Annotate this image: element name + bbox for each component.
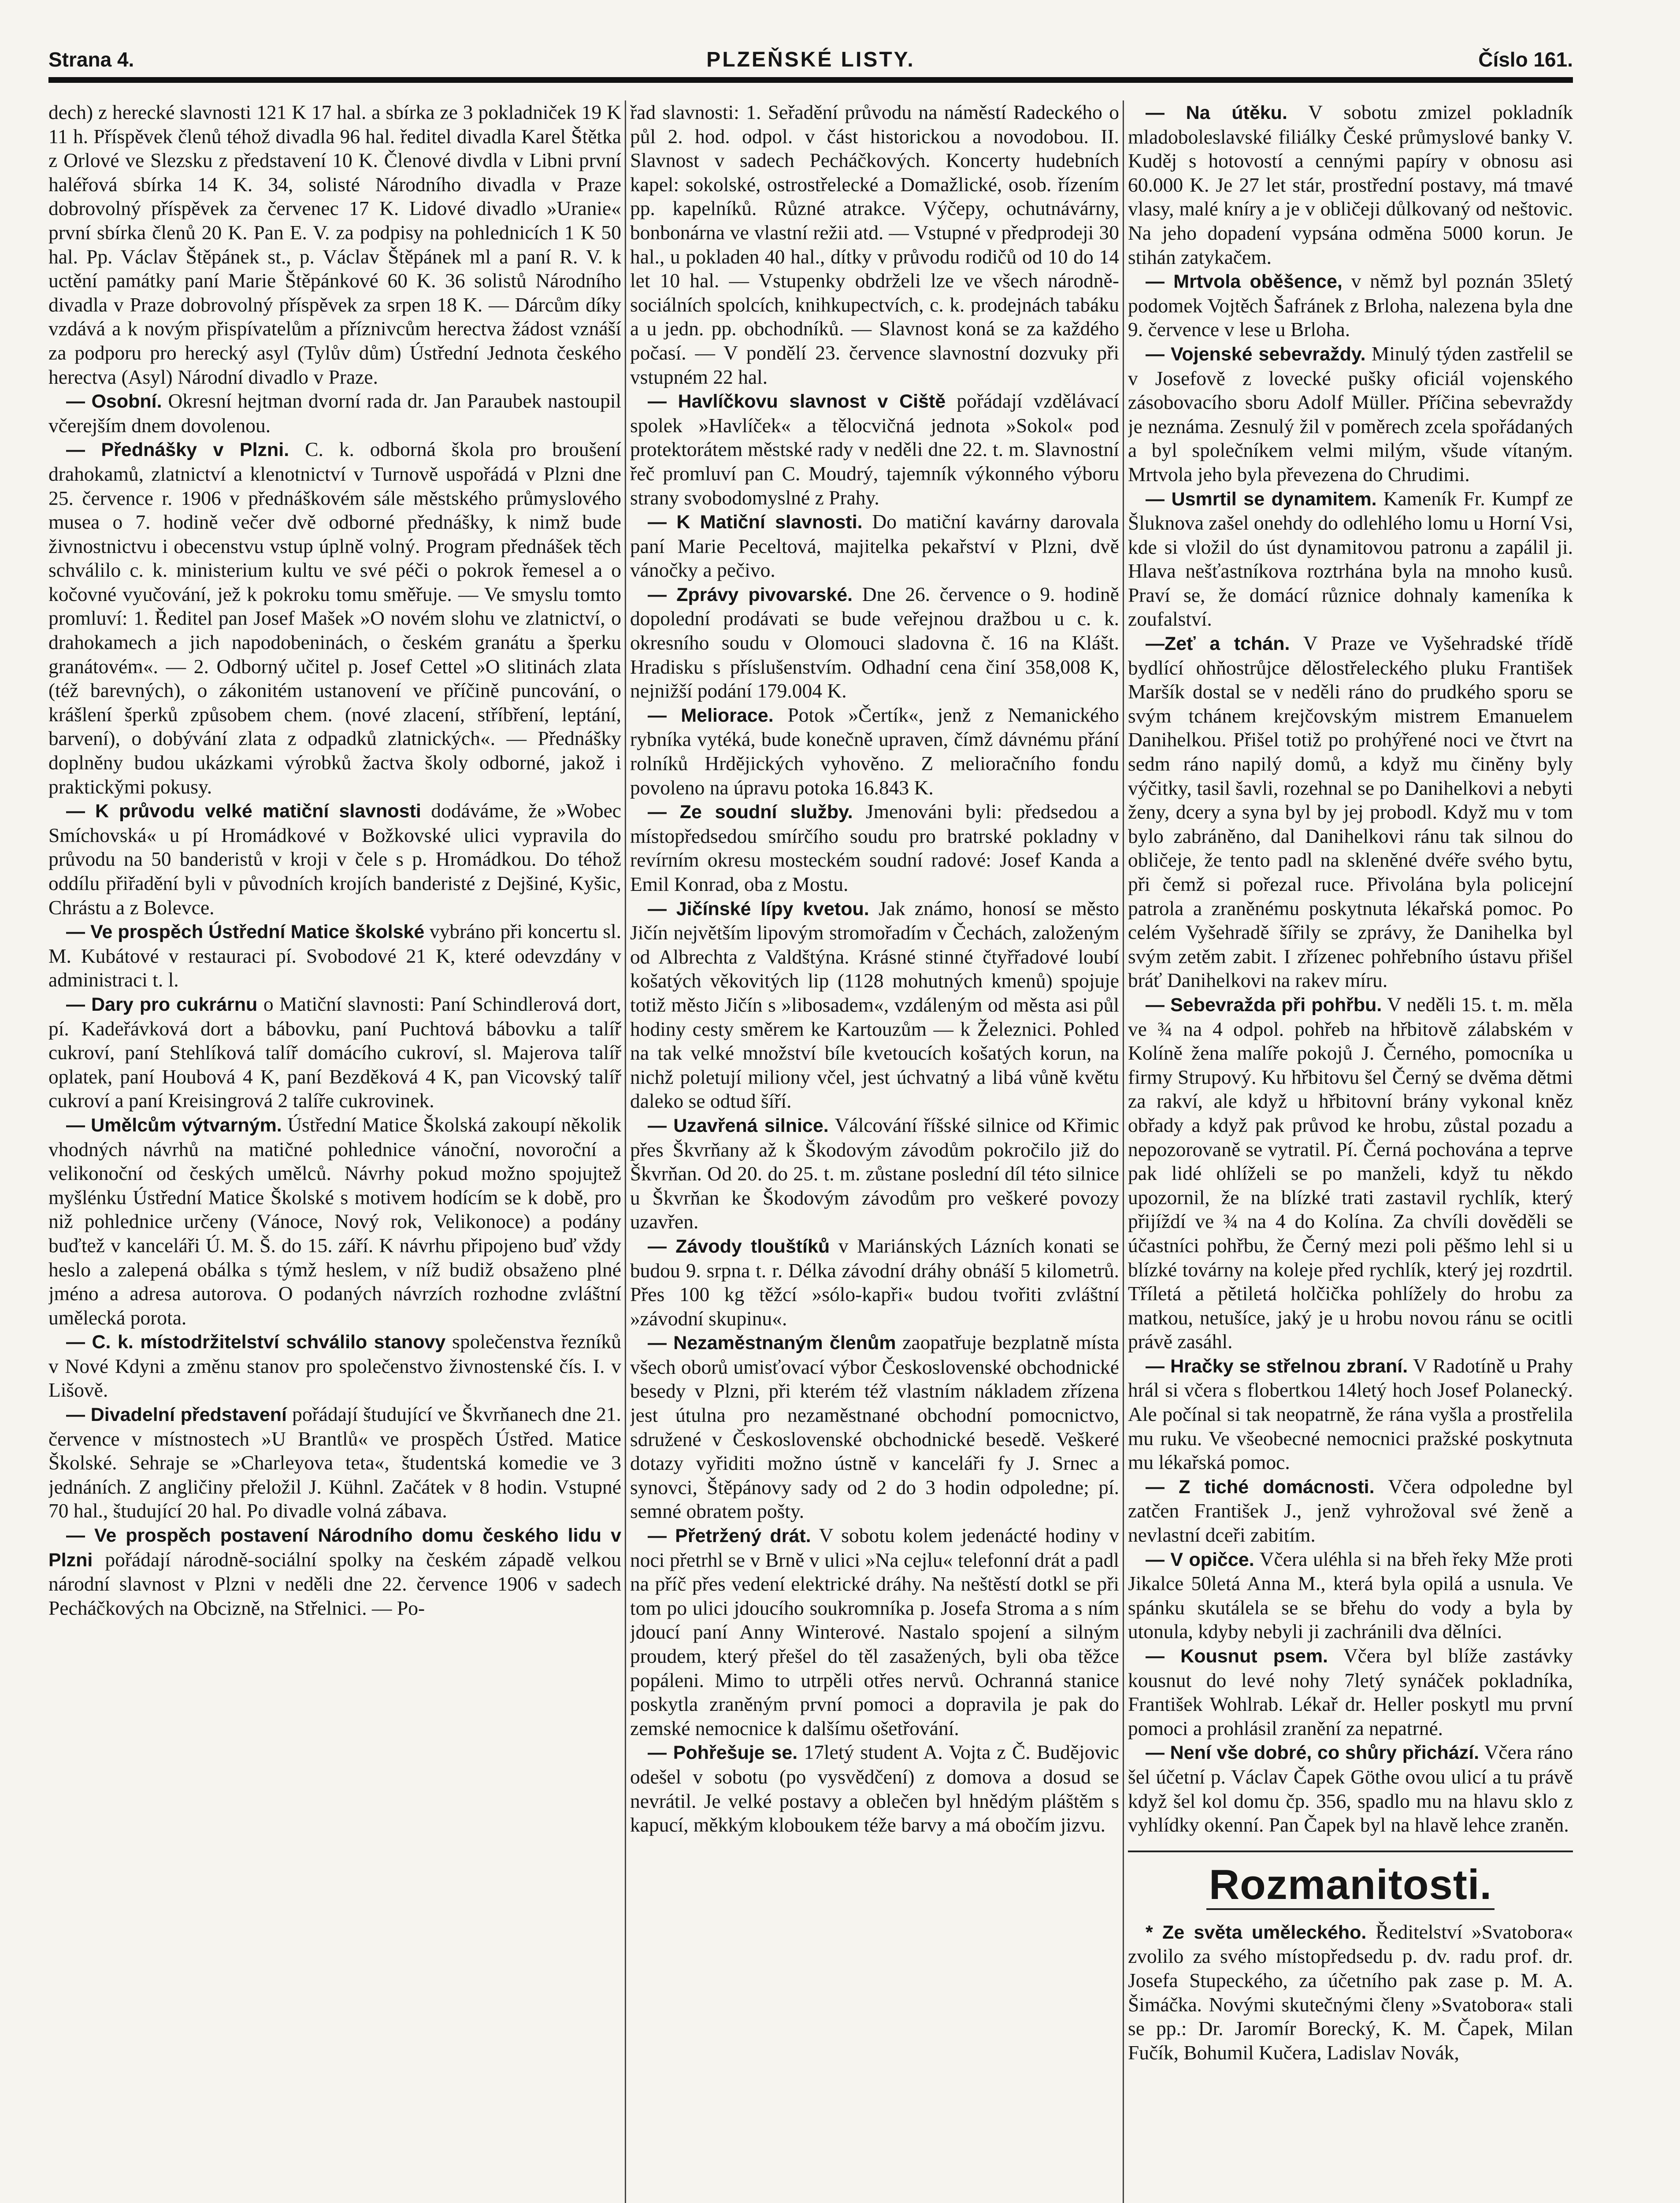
article-body: Ředitelství »Svatobora« zvolilo za svého místopředsedu p. dv. radu prof. dr. Josefa Stupeckého, za účetního pak zase p. M. A. Šimáčka. Novými skutečnými členy »Svatobora« stali se pp.: Dr. Jaromír Borecký, K. M. Čapek, Milan Fučík, Bohumil Kučera, Ladislav Novák, xyxy=(1128,1920,1573,2064)
article-zavody xyxy=(630,1234,1119,1331)
newspaper-title: PLZEŇSKÉ LISTY. xyxy=(706,48,915,71)
article-body: pořádají študující ve Škvrňanech dne 21. července v místnostech »U Brantlů« ve prospěch Ústřed. Matice Školské. Sehraje se »Charleyova teta«, študentská komedie ve 3 jednáních. Z angličiny přeložil J. Kühnl. Začátek v 8 hodin. Vstupné 70 hal., študující 20 hal. Po divadle volná zábava. xyxy=(48,1403,621,1522)
column-divider xyxy=(1123,100,1124,2203)
article-heading: — Z tiché domácnosti. xyxy=(1146,1476,1375,1498)
article-obeseni xyxy=(1128,269,1573,342)
article-umelcum xyxy=(48,1113,621,1330)
article-mistodrzitelstvi xyxy=(48,1330,621,1402)
article-body: Včera byl blíže zastávky kousnut do levé nohy 7letý synáček pokladníka, František Wohlrab. Lékař dr. Heller poskytl mu první pomoci a prohlásil zranění za nepatrné. xyxy=(1128,1644,1573,1739)
article-body: V sobotu kolem jedenácté hodiny v noci přetrhl se v Brně v ulici »Na cejlu« telefonní drát a padl na příč přes vedení elektrické dráhy. Na neštěstí dotkl se při tom po ulici jdoucího soukromníka p. Josefa Stroma a s ním jdoucí paní Anny Winterové. Nastalo spojení a silným proudem, který přešel do těl zasažených, byli oba těžce popáleni. Mimo to utrpěli otřes nervů. Ochranná stanice poskytla zraněným první pomoci a dopravila je pak do zemské nemocnice k dalšímu ošetřování. xyxy=(630,1524,1119,1739)
article-heading: — Ve prospěch postavení Národního domu českého lidu v Plzni xyxy=(48,1525,621,1571)
article-heading: — Ve prospěch Ústřední Matice školské xyxy=(66,921,425,943)
masthead-rule xyxy=(48,77,1573,83)
article-heading: — Havlíčkovu slavnost v Ciště xyxy=(648,391,946,412)
article-body: dodáváme, že »Wobec Smíchovská« u pí Hromádkové v Božkovské ulici vypravila do průvodu na 50 banderistů v kroji v čele s p. Hromádkou. Do téhož oddílu přiřadění byli v původních krojích banderisté z Dejšiné, Kyšic, Chrástu a z Bolevce. xyxy=(48,799,621,919)
column-3 xyxy=(1128,100,1573,2203)
article-body: Dne 26. července o 9. hodině dopolední prodávati se bude veřejnou dražbou u c. k. okresního soudu v Olomouci sladovna č. 16 na Klášt. Hradisku s příslušenstvím. Odhadní cena činí 358,008 K, nejnižší podání 179.004 K. xyxy=(630,582,1119,702)
article-meliorace xyxy=(630,703,1119,800)
article-heading: — Vojenské sebevraždy. xyxy=(1146,343,1366,365)
article-body: V sobotu zmizel pokladník mladoboleslavské filiálky České průmyslové banky V. Kuděj s hotovostí a cennými papíry v obnosu asi 60.000 K. Je 27 let stár, prostřední postavy, má tmavé vlasy, malé kníry a je v obličeji důlkovaný od neštovic. Na jeho dopadení vypsána odměna 5000 korun. Je stihán zatykačem. xyxy=(1128,101,1573,268)
column-1 xyxy=(48,100,621,2203)
article-havlicek xyxy=(630,389,1119,510)
article-divadelni xyxy=(48,1402,621,1523)
article-nezamestnani xyxy=(630,1331,1119,1524)
column-divider xyxy=(625,100,626,2203)
article-heading: — C. k. místodržitelství schválilo stanovy xyxy=(66,1331,446,1353)
article-heading: — Závody tlouštíků xyxy=(648,1235,830,1257)
article-body: pořádají vzdělávací spolek »Havlíček« a tělocvičná jednota »Sokol« pod protektorátem městské rady v neděli dne 22. t. m. Slavnostní řeč promluví pan C. Moudrý, tajemník výkonného výboru strany svobodomyslné z Prahy. xyxy=(630,389,1119,509)
article-body: V Praze ve Vyšehradské třídě bydlící ohňostrůjce dělostřeleckého pluku František Maršík dostal se v neděli ráno do prudkého sporu se svým tchánem krejčovským mistrem Emanuelem Danihelkou. Přišel totiž po prohýřené noci ve čtvrt na sedm ráno napilý domů, a když mu činěny byly výčitky, tasil šavli, rozehnal se po Danihelkovi a nebyti ženy, dcery a syna byl by jej probodl. Když mu v tom bylo zabráněno, dal Danihelkovi ránu tak silnou do obličeje, že tento padl na skleněné dvéře svého bytu, při čemž si pořezal ruce. Přivolána byla policejní patrola a zraněnému poskytnuta lékařská pomoc. Po celém Vyšehradě šířily se zprávy, že Danihelka byl svým zetěm zabit. I zřízenec pohřebního ústavu přišel bráť Danihelkovi na rakev míru. xyxy=(1128,632,1573,992)
article-heading: — Mrtvola oběšence, xyxy=(1146,271,1343,293)
article-prospech xyxy=(48,920,621,992)
article-body: v Mariánských Lázních konati se budou 9. srpna t. r. Délka závodní dráhy obnáší 5 kilometrů. Přes 100 kg těžcí »sólo-kapři« budou tvořiti zvláštní »závodní skupinu«. xyxy=(630,1234,1119,1330)
article-heading: — K Matiční slavnosti. xyxy=(648,512,863,533)
article-heading: — Usmrtil se dynamitem. xyxy=(1146,488,1377,510)
article-body: Okresní hejtman dvorní rada dr. Jan Paraubek nastoupil včerejším dnem dovolenou. xyxy=(48,389,621,437)
article-heading: — Divadelní představení xyxy=(66,1404,287,1426)
article-body: pořádají národně-sociální spolky na českém západě velkou národní slavnost v Plzni v neděli dne 22. července 1906 v sadech Pecháčkových na Obcizně, na Střelnici. — Po- xyxy=(48,1548,621,1619)
article-heading: — V opičce. xyxy=(1146,1549,1254,1570)
article-body: V Radotíně u Prahy hrál si včera s flobertkou 14letý hoch Josef Polanecký. Ale počínal si tak neopatrně, že rána vyšla a prostřelila mu ruku. Ve všeobecné nemocnici pražské poskytnuta mu lékařská pomoc. xyxy=(1128,1354,1573,1474)
article-heading: — Přetržený drát. xyxy=(648,1525,811,1547)
article-continuation: dech) z herecké slavnosti 121 K 17 hal. a sbírka ze 3 pokladniček 19 K 11 h. Příspěvek členů téhož divadla 96 hal. ředitel divadla Karel Štětka z Orlové ve Slezsku z představení 10 K. Členové divdla v Libni první haléřová sbírka 14 K. 34, solisté Národního divadla v Praze dobrovolný příspěvek za červenec 17 K. Lidové divadlo »Uranie« první sbírka členů 20 K. Pan E. V. za podpisy na pohlednicích 1 K 50 hal. Pp. Václav Štěpánek st., p. Václav Štěpánek ml a paní R. V. k uctění památky paní Marie Štěpánkové 60 K. 36 solistů Národního divadla v Praze dobrovolný příspěvek za srpen 18 K. — Dárcům díky vzdává a k novým přispívatelům a příznivcům herectva žádost vznáší za podporu pro herecký asyl (Tylův dům) Ústřední Jednota českého herectva (Asyl) Národní divadlo v Praze. xyxy=(48,101,621,388)
article-tiche xyxy=(1128,1475,1573,1547)
article-body: Do matiční kavárny darovala paní Marie Peceltová, majitelka pekařství v Plzni, dvě vánočky a pečivo. xyxy=(630,510,1119,582)
article-body: Minulý týden zastřelil se v Josefově z lovecké pušky oficiál vojenského zásobovacího sboru Adolf Müller. Příčina sebevraždy je neznáma. Zesnulý žil v poměrech zcela spořádaných a byl společníkem velmi milým, všude vítaným. Mrtvola jeho byla převezena do Chrudimi. xyxy=(1128,342,1573,486)
article-body: Jak známo, honosí se město Jičín největším lipovým stromořadím v Čechách, založeným od Albrechta z Valdštýna. Krásné stinné čtyřřadové loubí košatých věkovitých lip (1128 mohutných kmenů) spojuje totiž město Jičín s »libosadem«, vzdáleným od města asi půl hodiny cesty směrem ke Kartouzům — k Železnici. Pohled na tak velké množství bíle kvetoucích košatých korun, na nichž poletují miliony včel, jest úchvatný a libá vůně květu daleko se odtud šíří. xyxy=(630,897,1119,1113)
article-body: v němž byl poznán 35letý podomek Vojtěch Šafránek z Brloha, nalezena byla dne 9. července v lese u Brloha. xyxy=(1128,270,1573,341)
article-heading: — K průvodu velké matiční slavnosti xyxy=(66,801,421,822)
column-2 xyxy=(630,100,1119,2203)
article-body: C. k. odborná škola pro broušení drahokamů, zlatnictví a klenotnictví v Turnově uspořádá v Plzni dne 25. července r. 1906 v přednáškovém sále městského průmyslového musea o 7. hodině večer dvě odborné přednášky, k nimž bude živnostnictvu i obecenstvu vstup úplně volný. Program přednášek těch schválilo c. k. ministerium kultu ve své péči o pokrok řemesel a o kočovné vyučování, jež k pokroku tomu směřuje. — Ve smyslu tomto promluví: 1. Ředitel pan Josef Mašek »O novém slohu ve zlatnictví, o drahokamech a jich napodobeninách, o českém granátu a šperku granátovém«. — 2. Odborný učitel p. Josef Cettel »O slitinách zlata (též barevných), o zákonitém ustanovení ve příčině puncování, o krášlení šperků způsobem chem. (nové zlacení, stříbření, leptání, barvení), o dobývání zlata z odpadků zlatnických«. — Přednášky doplněny budou ukázkami výrobků žactva školy odborné, jakož i prakticky̌mi pokusy. xyxy=(48,438,621,798)
article-body: V neděli 15. t. m. měla ve ¾ na 4 odpol. pohřeb na hřbitově zálabském v Kolíně žena malíře pokojů J. Černého, pomocníka u firmy Strupový. Ku hřbitovu šel Černý se dvěma dětmi za rakví, ale když u hřbitovní brány vykonal kněz obřady a když pak průvod ke hrobu, zůstal pozadu a nepozorovaně se vytratil. Pí. Černá pochována a teprve pak lidé ohlíželi se po manželi, když tu někdo upozornil, že na blízké trati zastavil rychlík, který přijíždí ve ¾ na 4 do Kolína. Za chvíli dověděli se účastníci pohřbu, že Černý mezi poli pěšmo lehl si u blízké továrny na koleje před rychlík, který jej rozdrtil. Tříletá a pětiletá holčička pohlížely do hrobu za matkou, netušíce, jaký je u hrobu novou ránu se ocitli právě zasáhl. xyxy=(1128,993,1573,1353)
page-number-label: Strana 4. xyxy=(48,48,134,71)
article-pivovar xyxy=(630,582,1119,703)
article-body: o Matiční slavnosti: Paní Schindlerová dort, pí. Kadeřávková dort a bábovku, paní Puchtová bábovku a talíř cukroví, paní Stehlíková talíř domácího cukroví, sl. Majerova talíř oplatek, paní Houbová 4 K, paní Bezděková 4 K, pan Vicovský talíř cukroví a paní Kreisingrová 2 talíře cukrovinek. xyxy=(48,992,621,1112)
article-pes xyxy=(1128,1644,1573,1740)
article-drat xyxy=(630,1524,1119,1740)
article-body: Včera odpoledne byl zatčen František J., jenž vyhrožoval své ženě a nevlastní dceři zabitím. xyxy=(1128,1475,1573,1547)
section-title xyxy=(1128,1851,1573,1911)
article-body: 17letý student A. Vojta z Č. Budějovic odešel v sobotu (po vysvědčení) z domova a dosud se nevrátil. Je velké postavy a oblečen byl hnědým pláštěm s kapucí, měkkým kloboukem téže barvy a má obočím jizvu. xyxy=(630,1741,1119,1836)
article-body: Kameník Fr. Kumpf ze Šluknova zašel onehdy do odlehlého lomu u Horní Vsi, kde si vložil do úst dynamitovou patronu a zapálil ji. Hlava nešťastníkova roztrhána byla na mnoho kusů. Praví se, že domácí různice dohnaly kameníka k zoufalství. xyxy=(1128,487,1573,630)
article-heading: — Umělcům výtvarným. xyxy=(66,1114,282,1136)
article-heading: — Ze soudní služby. xyxy=(648,801,853,823)
article-heading: — Přednášky v Plzni. xyxy=(66,439,289,461)
article-maticni xyxy=(630,510,1119,582)
article-zet xyxy=(1128,631,1573,993)
article-heading: — Na útěku. xyxy=(1146,102,1287,123)
article-osobni xyxy=(48,389,621,438)
article-body: Válcování říšské silnice od Křimic přes Škvrňany až k Škodovým závodům pokročilo již do Škvrňan. Od 20. do 25. t. m. zůstane poslední díl této silnice u Škvrňan ke Škodovým závodům pro veškeré povozy uzavřen. xyxy=(630,1113,1119,1233)
masthead xyxy=(48,48,1573,76)
article-shury xyxy=(1128,1740,1573,1837)
section-title-text: Rozmanitosti. xyxy=(1206,1861,1495,1910)
article-heading: * Ze světa uměleckého. xyxy=(1146,1921,1367,1943)
article-dary xyxy=(48,992,621,1113)
article-body: zaopatřuje bezplatně místa všech oborů umisťovací výbor Československé obchodnické besedy v Plzni, při kterém též vlastním nákladem zřízena jest útulna pro nezaměstnané obchodní pomocnictvo, sdružené v Československé obchodnické besedě. Veškeré dotazy vyřiditi možno ústně v kanceláři fy J. Srnec a synovci, Štěpánovy sady od 2 do 3 hodin odpoledne; pí. semné obratem pošty. xyxy=(630,1331,1119,1523)
article-dynamit xyxy=(1128,487,1573,632)
article-postaveni xyxy=(48,1523,621,1620)
article-heading: — Zprávy pivovarské. xyxy=(648,584,853,605)
article-heading: — Není vše dobré, co shůry přichází. xyxy=(1146,1742,1480,1764)
article-heading: — Pohřešuje se. xyxy=(648,1742,798,1764)
article-body: Potok »Čertík«, jenž z Nemanického rybníka vytéká, bude konečně upraven, čímž dávnému přání rolníků Hrdějických vyhověno. Z melioračního fondu povoleno na úpravu potoka 16.843 K. xyxy=(630,703,1119,799)
article-heading: — Nezaměstnaným členům xyxy=(648,1332,896,1354)
article-body: Jmenováni byli: předsedou a místopředsedou smírčího soudu pro bratrské pokladny v revírním okresu mosteckém soudní radové: Josef Kanda a Emil Konrad, oba z Mostu. xyxy=(630,800,1119,895)
article-pohreb xyxy=(1128,993,1573,1354)
article-body: společenstva řezníků v Nové Kdyni a změnu stanov pro společenstvo živnostenské čís. I. v Lišově. xyxy=(48,1330,621,1402)
article-heading: — Uzavřená silnice. xyxy=(648,1115,829,1136)
article-heading: —Zeť a tchán. xyxy=(1146,633,1290,655)
article-heading: — Osobní. xyxy=(66,391,162,412)
article-jicinske xyxy=(630,897,1119,1113)
article-heading: — Meliorace. xyxy=(648,705,774,726)
issue-number-label: Číslo 161. xyxy=(1478,48,1573,71)
article-heading: — Hračky se střelnou zbraní. xyxy=(1146,1355,1408,1377)
article-silnice xyxy=(630,1113,1119,1234)
article-soudni xyxy=(630,800,1119,896)
article-umelec xyxy=(1128,1920,1573,2065)
article-body: Včera ráno šel účetní p. Václav Čapek Göthe ovou ulicí a tu právě když šel kol domu čp. 356, spadlo mu na hlavu sklo z vyhlídky okenní. Pan Čapek byl na hlavě lehce zraněn. xyxy=(1128,1741,1573,1836)
article-body: Ústřední Matice Školská zakoupí několik vhodných návrhů na matičné pohlednice vánoční, novoroční a velikonoční od českých umělců. Návrhy pokud možno spojujtež myšlénku Ústřední Matice Školské s motivem hodícím se k době, pro niž pohlednice určeny (Vánoce, Nový rok, Velikonoce) a podány buďtež v kanceláři Ú. M. Š. do 15. září. K návrhu připojeno buď vždy heslo a zalepená obálka s týmž heslem, v níž budiž obsaženo plné jméno a adresa autorova. O podaných návrzích rozhodne zvláštní umělecká porota. xyxy=(48,1113,621,1329)
article-prednasky xyxy=(48,438,621,799)
article-heading: — Jičínské lípy kvetou. xyxy=(648,898,869,920)
article-body: vybráno při koncertu sl. M. Kubátové v restauraci pí. Svobodové 21 K, které odevzdány v administraci t. l. xyxy=(48,920,621,991)
article-continuation: řad slavnosti: 1. Seřadění průvodu na náměstí Radeckého o půl 2. hod. odpol. v část historickou a novodobou. II. Slavnost v sadech Pecháčkových. Koncerty hudebních kapel: sokolské, ostrostřelecké a Domažlické, osob. řízením pp. kapelníků. Různé atrakce. Výčepy, ochutnávárny, bonbonárna ve vlastní režii atd. — Vstupné v předprodeji 30 hal., u pokladen 40 hal., dítky v průvodu rodičů od 10 do 14 let 10 hal. — Vstupenky obdrželi lze ve všech národně-sociálních spolcích, knihkupectvích, c. k. prodejnách tabáku a u jedn. pp. obchodníků. — Slavnost koná se za každého počasí. — V pondělí 23. července slavnostní dozvuky při vstupném 22 hal. xyxy=(630,101,1119,388)
article-utek xyxy=(1128,100,1573,269)
article-heading: — Kousnut psem. xyxy=(1146,1646,1328,1667)
article-heading: — Sebevražda při pohřbu. xyxy=(1146,994,1382,1016)
article-body: Včera uléhla si na břeh řeky Mže proti Jikalce 50letá Anna M., která byla opilá a usnula. Ve spánku skutálela se se břehu do vody a byla by utonula, kdyby nebyli ji zachránili dva dělníci. xyxy=(1128,1547,1573,1643)
article-hracky xyxy=(1128,1354,1573,1475)
article-opice xyxy=(1128,1547,1573,1644)
article-vojenske xyxy=(1128,342,1573,487)
article-pohresuje xyxy=(630,1740,1119,1837)
article-heading: — Dary pro cukrárnu xyxy=(66,994,258,1015)
article-pruvod xyxy=(48,799,621,920)
